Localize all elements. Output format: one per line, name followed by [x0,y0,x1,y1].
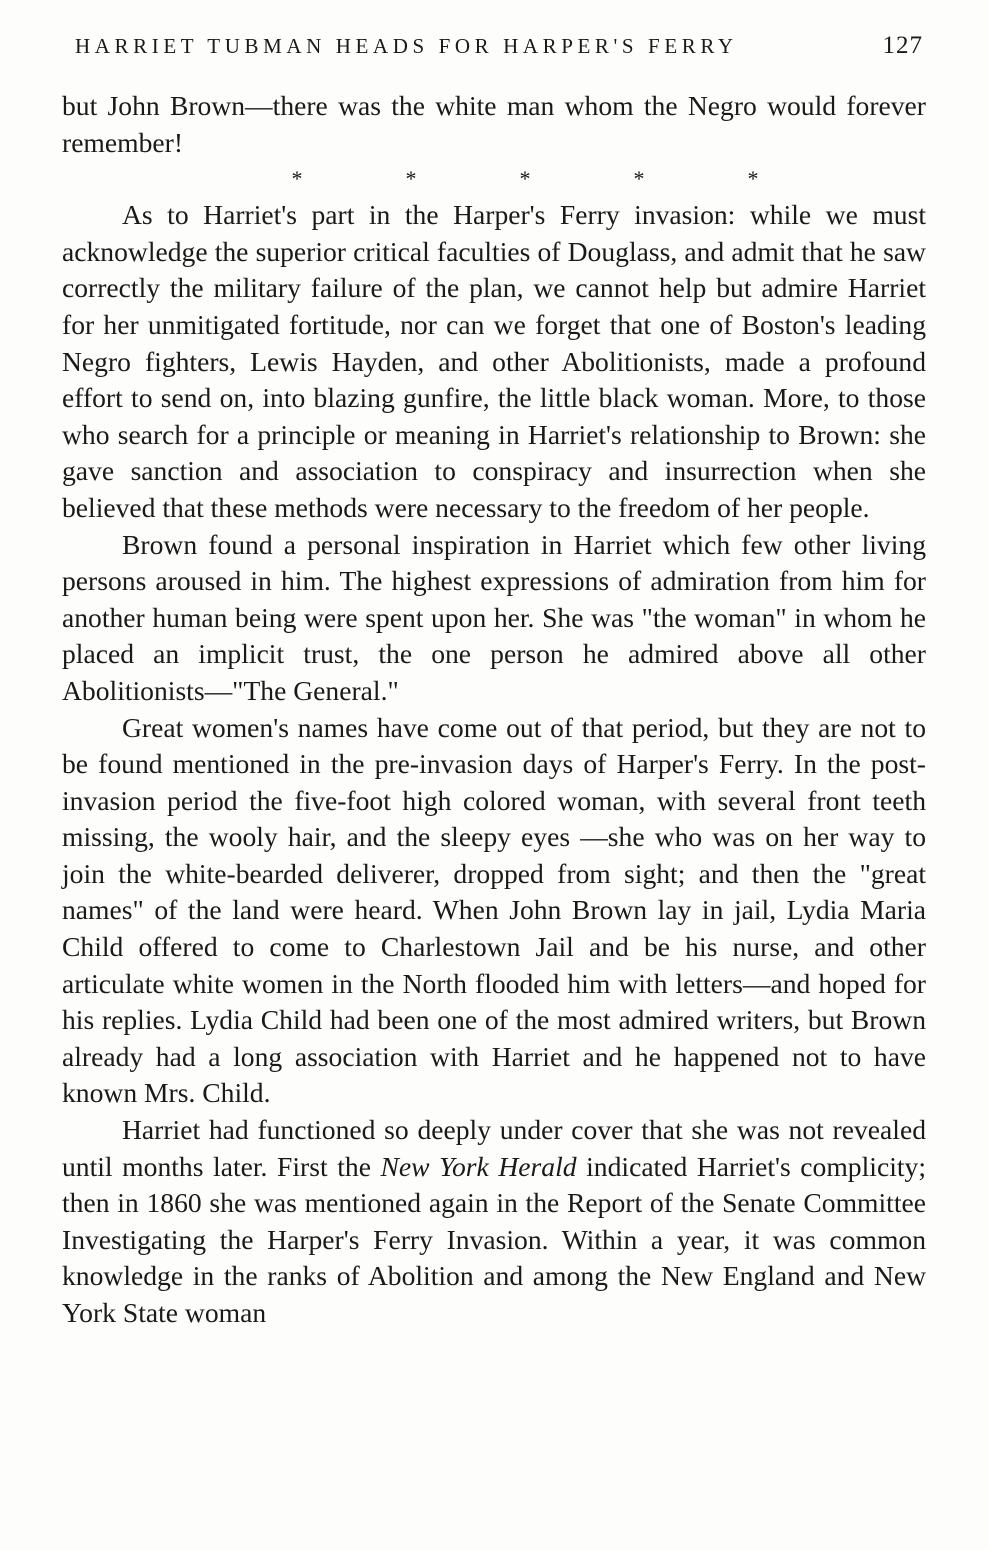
asterisk: * [633,166,645,192]
newspaper-title: New York Herald [380,1150,577,1182]
section-break-asterisks [287,161,763,197]
paragraph-harriets-part: As to Harriet's part in the Harper's Ferry invasion: while we must acknowledge the superior critical faculties of Douglass, and admit that he saw correctly the military failure of the plan, we cannot help but admire Harriet for her unmitigated fortitude, nor can we forget that one of Boston's leading Negro fighters, Lewis Hayden, and other Abolitionists, made a profound effort to send on, into blazing gunfire, the little black woman. More, to those who search for a principle or meaning in Harriet's relationship to Brown: she gave sanction and association to conspiracy and insurrection when she believed that these methods were necessary to the freedom of her people. [62,199,926,523]
paragraph-under-cover [62,1112,926,1332]
asterisk: * [747,166,759,192]
page-number: 127 [882,32,923,59]
paragraph-continuation: but John Brown—there was the white man whom the Negro would forever remember! [62,90,926,158]
asterisk: * [405,166,417,192]
paragraph-text: Harriet had functioned so deeply under cover that she was not revealed until months later. First the [62,1114,926,1182]
running-head [75,32,923,64]
asterisk: * [519,166,531,192]
running-head-title: HARRIET TUBMAN HEADS FOR HARPER'S FERRY [75,34,738,58]
paragraph-text: indicated Harriet's complicity; then in 1860 she was mentioned again in the Report of the Senate Committee Investigating the Harper's Ferry Invasion. Within a year, it was common knowledge in the ranks of Abolition and among the New England and New York State woman [62,1150,926,1328]
paragraph-brown-inspiration: Brown found a personal inspiration in Harriet which few other living persons aroused in him. The highest expressions of admiration from him for another human being were spent upon her. She was "the woman" in whom he placed an implicit trust, the one person he admired above all other Abolitionists—"The General." [62,528,926,706]
paragraph-great-womens-names: Great women's names have come out of that period, but they are not to be found mentioned in the pre-invasion days of Harper's Ferry. In the post-invasion period the five-foot high colored woman, with several front teeth missing, the wooly hair, and the sleepy eyes —she who was on her way to join the white-bearded deliverer, dropped from sight; and then the "great names" of the land were heard. When John Brown lay in jail, Lydia Maria Child offered to come to Charlestown Jail and be his nurse, and other articulate white women in the North flooded him with letters—and hoped for his replies. Lydia Child had been one of the most admired writers, but Brown already had a long association with Harriet and he happened not to have known Mrs. Child. [62,711,926,1109]
asterisk: * [291,166,303,192]
body-text [62,88,926,1332]
